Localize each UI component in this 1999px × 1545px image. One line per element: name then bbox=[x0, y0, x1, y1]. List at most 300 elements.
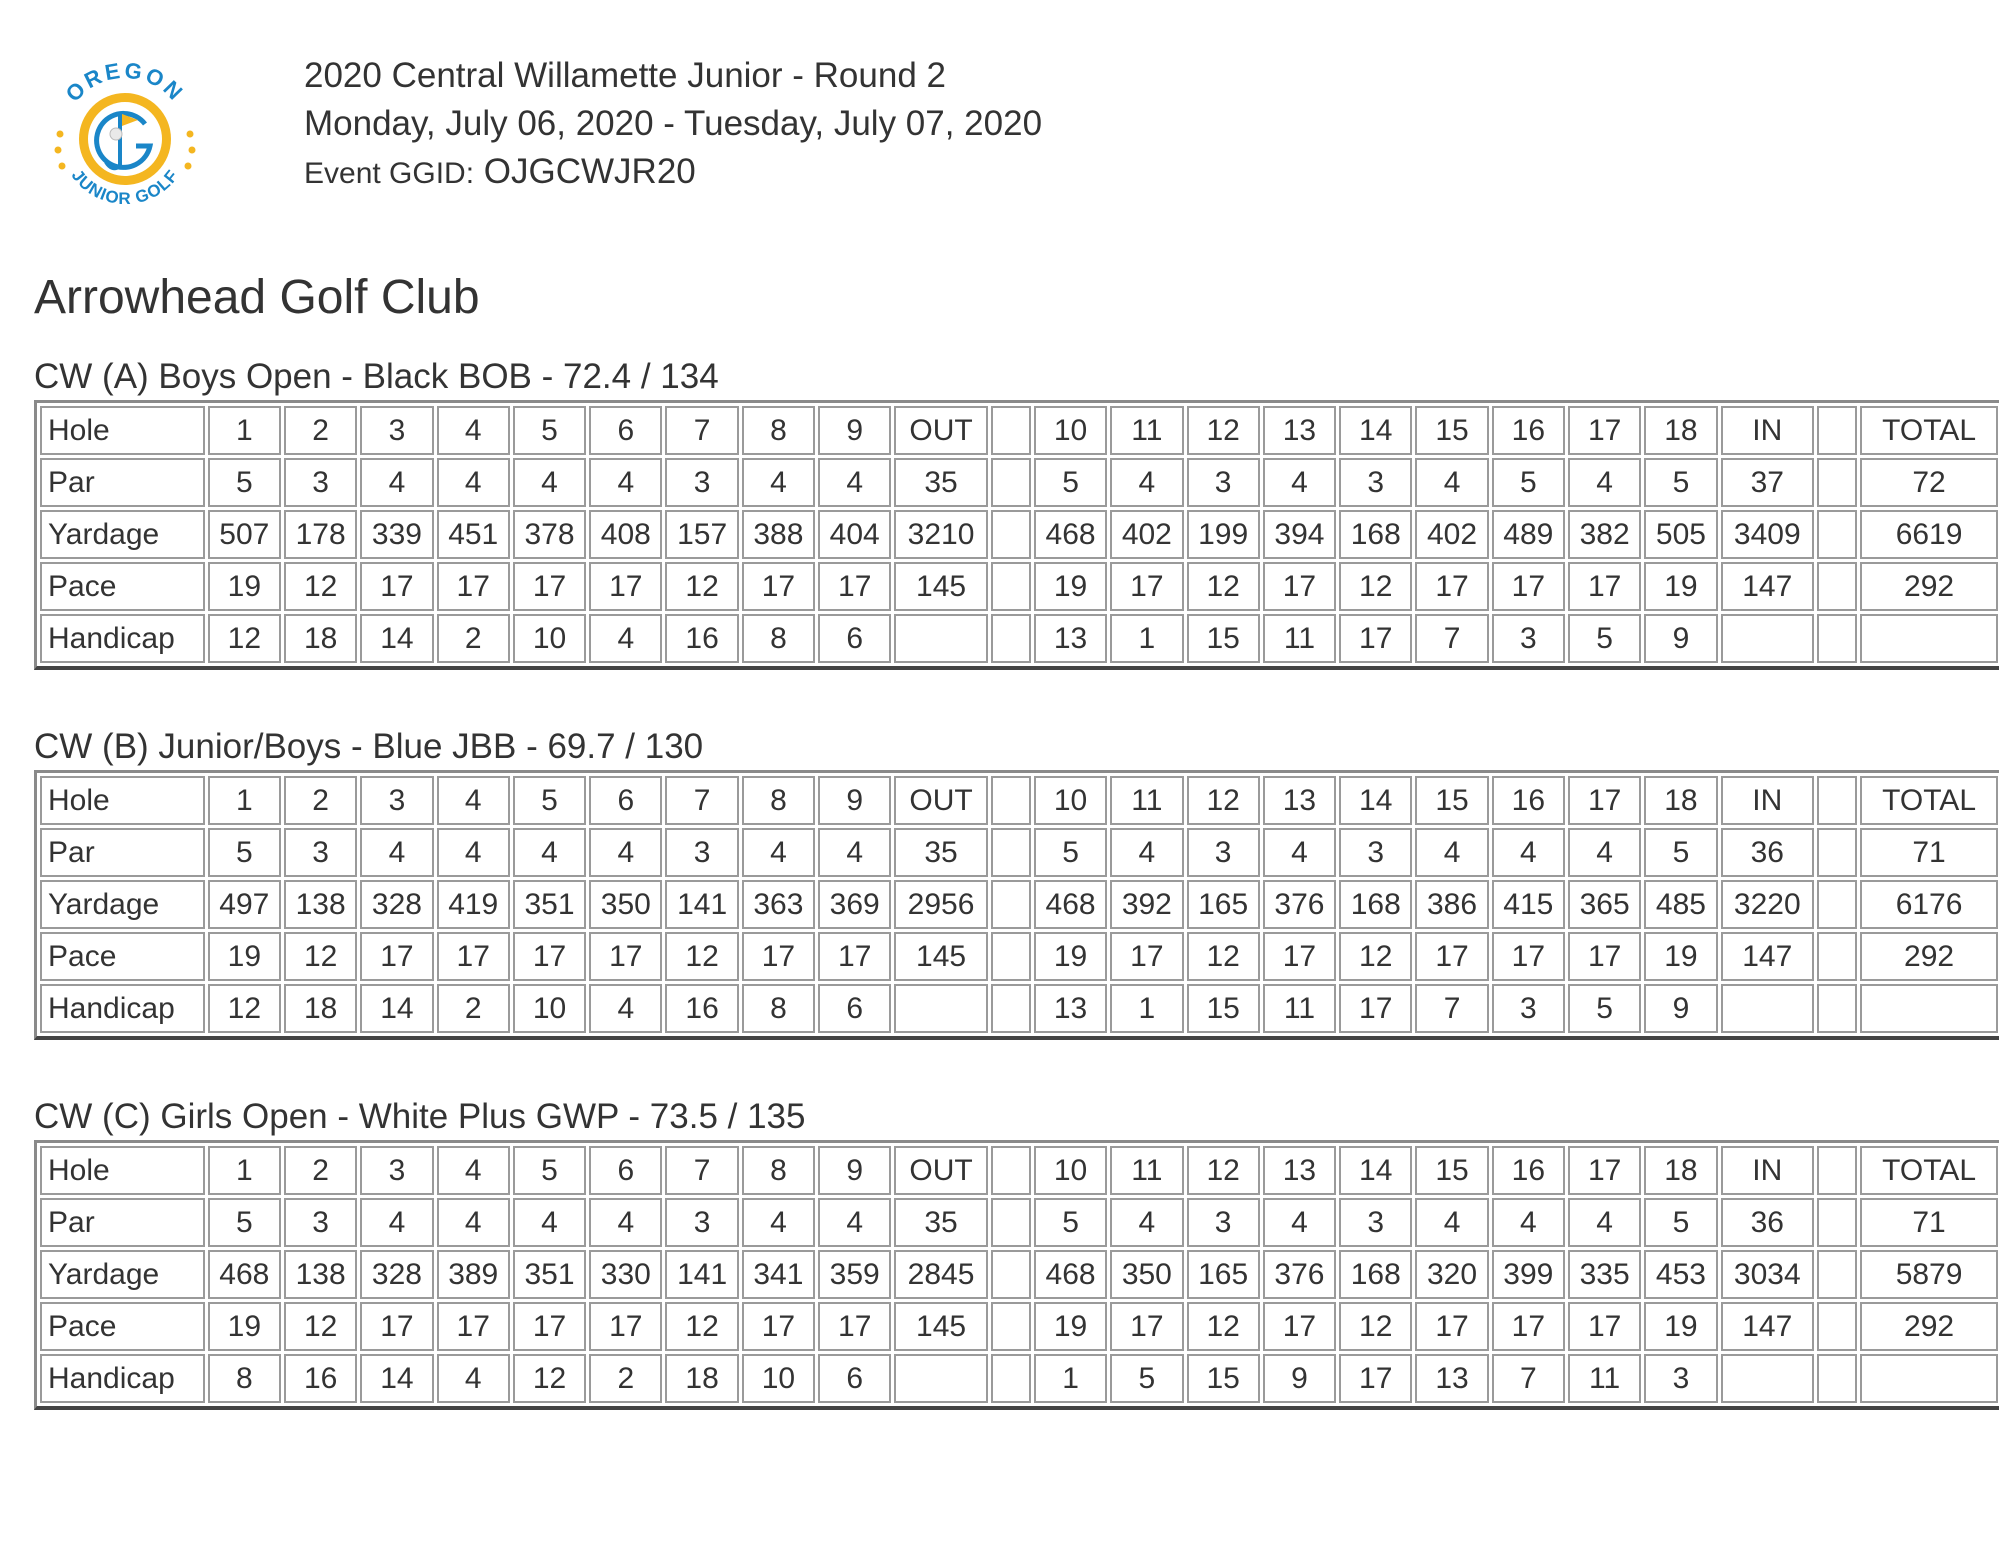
front-nine-cell: 2 bbox=[284, 406, 357, 455]
front-nine-cell: 6 bbox=[589, 406, 662, 455]
back-nine-cell: 5 bbox=[1034, 458, 1107, 507]
front-nine-cell: 2 bbox=[589, 1354, 662, 1403]
back-nine-cell: 3 bbox=[1492, 614, 1565, 663]
spacer-cell bbox=[1817, 1250, 1857, 1299]
back-nine-cell: 5 bbox=[1644, 1198, 1717, 1247]
back-nine-cell: 3 bbox=[1339, 828, 1412, 877]
back-nine-cell: 1 bbox=[1034, 1354, 1107, 1403]
in-total-cell: 3220 bbox=[1721, 880, 1814, 929]
front-nine-cell: 17 bbox=[589, 1302, 662, 1351]
back-nine-cell: 320 bbox=[1415, 1250, 1488, 1299]
tee-section bbox=[34, 1094, 1999, 1410]
front-nine-cell: 369 bbox=[818, 880, 891, 929]
back-nine-cell: 18 bbox=[1644, 406, 1717, 455]
grand-total-cell: 6619 bbox=[1860, 510, 1998, 559]
spacer-cell bbox=[1817, 1198, 1857, 1247]
back-nine-cell: 10 bbox=[1034, 406, 1107, 455]
spacer-cell bbox=[1817, 1302, 1857, 1351]
front-nine-cell: 5 bbox=[208, 458, 281, 507]
scorecard-table bbox=[34, 770, 1999, 1040]
grand-total-cell: 292 bbox=[1860, 562, 1998, 611]
back-nine-cell: 4 bbox=[1263, 1198, 1336, 1247]
back-nine-cell: 12 bbox=[1339, 562, 1412, 611]
back-nine-cell: 10 bbox=[1034, 1146, 1107, 1195]
spacer-cell bbox=[1817, 776, 1857, 825]
back-nine-cell: 19 bbox=[1644, 932, 1717, 981]
scorecard-row bbox=[40, 1302, 1998, 1351]
in-total-cell: 36 bbox=[1721, 828, 1814, 877]
front-nine-cell: 17 bbox=[360, 932, 433, 981]
front-nine-cell: 18 bbox=[284, 614, 357, 663]
front-nine-cell: 378 bbox=[513, 510, 586, 559]
scorecard-row bbox=[40, 984, 1998, 1033]
back-nine-cell: 13 bbox=[1034, 614, 1107, 663]
back-nine-cell: 5 bbox=[1644, 828, 1717, 877]
spacer-cell bbox=[991, 828, 1031, 877]
scorecard-row bbox=[40, 1146, 1998, 1195]
back-nine-cell: 168 bbox=[1339, 1250, 1412, 1299]
front-nine-cell: 3 bbox=[665, 1198, 738, 1247]
back-nine-cell: 9 bbox=[1644, 614, 1717, 663]
front-nine-cell: 17 bbox=[742, 562, 815, 611]
front-nine-cell: 4 bbox=[589, 614, 662, 663]
row-label: Pace bbox=[40, 562, 205, 611]
front-nine-cell: 18 bbox=[284, 984, 357, 1033]
back-nine-cell: 17 bbox=[1339, 1354, 1412, 1403]
in-total-cell: IN bbox=[1721, 776, 1814, 825]
out-total-cell: 145 bbox=[894, 932, 987, 981]
back-nine-cell: 13 bbox=[1415, 1354, 1488, 1403]
back-nine-cell: 17 bbox=[1568, 1302, 1641, 1351]
front-nine-cell: 328 bbox=[360, 880, 433, 929]
back-nine-cell: 12 bbox=[1339, 932, 1412, 981]
back-nine-cell: 17 bbox=[1339, 614, 1412, 663]
back-nine-cell: 17 bbox=[1110, 932, 1183, 981]
spacer-cell bbox=[991, 510, 1031, 559]
back-nine-cell: 17 bbox=[1568, 776, 1641, 825]
back-nine-cell: 4 bbox=[1568, 1198, 1641, 1247]
logo-top-text: OREGON bbox=[60, 57, 190, 107]
front-nine-cell: 9 bbox=[818, 406, 891, 455]
front-nine-cell: 3 bbox=[665, 458, 738, 507]
back-nine-cell: 17 bbox=[1568, 562, 1641, 611]
out-total-cell: 3210 bbox=[894, 510, 987, 559]
back-nine-cell: 19 bbox=[1644, 562, 1717, 611]
scorecard-row bbox=[40, 1354, 1998, 1403]
back-nine-cell: 14 bbox=[1339, 1146, 1412, 1195]
front-nine-cell: 4 bbox=[437, 458, 510, 507]
front-nine-cell: 388 bbox=[742, 510, 815, 559]
back-nine-cell: 14 bbox=[1339, 776, 1412, 825]
front-nine-cell: 17 bbox=[742, 1302, 815, 1351]
front-nine-cell: 6 bbox=[589, 776, 662, 825]
back-nine-cell: 13 bbox=[1263, 406, 1336, 455]
tee-title: CW (B) Junior/Boys - Blue JBB - 69.7 / 130 bbox=[34, 727, 704, 766]
front-nine-cell: 17 bbox=[818, 562, 891, 611]
back-nine-cell: 17 bbox=[1110, 1302, 1183, 1351]
back-nine-cell: 4 bbox=[1415, 828, 1488, 877]
back-nine-cell: 3 bbox=[1187, 1198, 1260, 1247]
grand-total-cell: 71 bbox=[1860, 1198, 1998, 1247]
front-nine-cell: 5 bbox=[208, 1198, 281, 1247]
front-nine-cell: 3 bbox=[360, 776, 433, 825]
grand-total-cell: 6176 bbox=[1860, 880, 1998, 929]
back-nine-cell: 12 bbox=[1187, 1146, 1260, 1195]
tee-section bbox=[34, 354, 1999, 670]
row-label: Yardage bbox=[40, 510, 205, 559]
in-total-cell: 37 bbox=[1721, 458, 1814, 507]
front-nine-cell: 351 bbox=[513, 1250, 586, 1299]
scorecard-row bbox=[40, 406, 1998, 455]
front-nine-cell: 5 bbox=[513, 776, 586, 825]
front-nine-cell: 8 bbox=[208, 1354, 281, 1403]
event-title: 2020 Central Willamette Junior - Round 2 bbox=[304, 56, 946, 95]
front-nine-cell: 17 bbox=[437, 932, 510, 981]
front-nine-cell: 14 bbox=[360, 1354, 433, 1403]
front-nine-cell: 9 bbox=[818, 1146, 891, 1195]
back-nine-cell: 4 bbox=[1568, 828, 1641, 877]
front-nine-cell: 12 bbox=[284, 932, 357, 981]
front-nine-cell: 2 bbox=[284, 776, 357, 825]
logo-bottom-text: JUNIOR GOLF bbox=[67, 165, 183, 209]
back-nine-cell: 3 bbox=[1339, 458, 1412, 507]
front-nine-cell: 507 bbox=[208, 510, 281, 559]
front-nine-cell: 4 bbox=[589, 828, 662, 877]
front-nine-cell: 8 bbox=[742, 776, 815, 825]
row-label: Par bbox=[40, 828, 205, 877]
front-nine-cell: 328 bbox=[360, 1250, 433, 1299]
scorecard-row bbox=[40, 828, 1998, 877]
back-nine-cell: 19 bbox=[1034, 932, 1107, 981]
back-nine-cell: 17 bbox=[1263, 1302, 1336, 1351]
front-nine-cell: 3 bbox=[284, 1198, 357, 1247]
back-nine-cell: 16 bbox=[1492, 776, 1565, 825]
front-nine-cell: 8 bbox=[742, 984, 815, 1033]
front-nine-cell: 7 bbox=[665, 776, 738, 825]
back-nine-cell: 3 bbox=[1187, 828, 1260, 877]
grand-total-cell: 292 bbox=[1860, 1302, 1998, 1351]
front-nine-cell: 141 bbox=[665, 880, 738, 929]
back-nine-cell: 4 bbox=[1110, 458, 1183, 507]
front-nine-cell: 157 bbox=[665, 510, 738, 559]
front-nine-cell: 1 bbox=[208, 1146, 281, 1195]
back-nine-cell: 350 bbox=[1110, 1250, 1183, 1299]
back-nine-cell: 19 bbox=[1034, 1302, 1107, 1351]
front-nine-cell: 12 bbox=[665, 562, 738, 611]
spacer-cell bbox=[991, 406, 1031, 455]
spacer-cell bbox=[991, 776, 1031, 825]
event-header bbox=[304, 52, 1042, 198]
front-nine-cell: 339 bbox=[360, 510, 433, 559]
front-nine-cell: 138 bbox=[284, 880, 357, 929]
front-nine-cell: 17 bbox=[513, 562, 586, 611]
back-nine-cell: 4 bbox=[1110, 1198, 1183, 1247]
tee-title: CW (A) Boys Open - Black BOB - 72.4 / 134 bbox=[34, 357, 719, 396]
back-nine-cell: 17 bbox=[1415, 1302, 1488, 1351]
front-nine-cell: 4 bbox=[818, 828, 891, 877]
back-nine-cell: 4 bbox=[1415, 458, 1488, 507]
front-nine-cell: 17 bbox=[818, 1302, 891, 1351]
spacer-cell bbox=[1817, 406, 1857, 455]
front-nine-cell: 330 bbox=[589, 1250, 662, 1299]
front-nine-cell: 1 bbox=[208, 776, 281, 825]
event-ggid bbox=[304, 148, 1042, 198]
front-nine-cell: 5 bbox=[513, 1146, 586, 1195]
back-nine-cell: 5 bbox=[1110, 1354, 1183, 1403]
out-total-cell bbox=[894, 984, 987, 1033]
front-nine-cell: 17 bbox=[513, 1302, 586, 1351]
back-nine-cell: 9 bbox=[1263, 1354, 1336, 1403]
scorecard-row bbox=[40, 458, 1998, 507]
back-nine-cell: 11 bbox=[1110, 1146, 1183, 1195]
front-nine-cell: 3 bbox=[360, 406, 433, 455]
front-nine-cell: 341 bbox=[742, 1250, 815, 1299]
back-nine-cell: 11 bbox=[1110, 776, 1183, 825]
front-nine-cell: 17 bbox=[513, 932, 586, 981]
back-nine-cell: 17 bbox=[1263, 562, 1336, 611]
scorecard-row bbox=[40, 510, 1998, 559]
back-nine-cell: 15 bbox=[1187, 1354, 1260, 1403]
spacer-cell bbox=[1817, 932, 1857, 981]
in-total-cell bbox=[1721, 1354, 1814, 1403]
row-label: Handicap bbox=[40, 614, 205, 663]
grand-total-cell bbox=[1860, 984, 1998, 1033]
in-total-cell: 36 bbox=[1721, 1198, 1814, 1247]
spacer-cell bbox=[991, 984, 1031, 1033]
front-nine-cell: 12 bbox=[665, 932, 738, 981]
spacer-cell bbox=[991, 1302, 1031, 1351]
front-nine-cell: 389 bbox=[437, 1250, 510, 1299]
grand-total-cell: TOTAL bbox=[1860, 406, 1998, 455]
front-nine-cell: 497 bbox=[208, 880, 281, 929]
grand-total-cell: 71 bbox=[1860, 828, 1998, 877]
in-total-cell: 147 bbox=[1721, 562, 1814, 611]
back-nine-cell: 16 bbox=[1492, 406, 1565, 455]
out-total-cell: OUT bbox=[894, 776, 987, 825]
back-nine-cell: 18 bbox=[1644, 776, 1717, 825]
back-nine-cell: 12 bbox=[1187, 406, 1260, 455]
front-nine-cell: 8 bbox=[742, 1146, 815, 1195]
back-nine-cell: 376 bbox=[1263, 1250, 1336, 1299]
back-nine-cell: 1 bbox=[1110, 614, 1183, 663]
row-label: Handicap bbox=[40, 984, 205, 1033]
grand-total-cell bbox=[1860, 1354, 1998, 1403]
back-nine-cell: 7 bbox=[1492, 1354, 1565, 1403]
front-nine-cell: 4 bbox=[360, 828, 433, 877]
front-nine-cell: 6 bbox=[818, 984, 891, 1033]
front-nine-cell: 12 bbox=[284, 562, 357, 611]
back-nine-cell: 468 bbox=[1034, 1250, 1107, 1299]
oregon-junior-golf-logo bbox=[40, 54, 210, 224]
spacer-cell bbox=[991, 932, 1031, 981]
back-nine-cell: 3 bbox=[1492, 984, 1565, 1033]
front-nine-cell: 10 bbox=[742, 1354, 815, 1403]
back-nine-cell: 19 bbox=[1034, 562, 1107, 611]
front-nine-cell: 17 bbox=[589, 932, 662, 981]
out-total-cell: 35 bbox=[894, 828, 987, 877]
front-nine-cell: 4 bbox=[437, 776, 510, 825]
back-nine-cell: 386 bbox=[1415, 880, 1488, 929]
front-nine-cell: 363 bbox=[742, 880, 815, 929]
back-nine-cell: 165 bbox=[1187, 1250, 1260, 1299]
row-label: Pace bbox=[40, 932, 205, 981]
back-nine-cell: 15 bbox=[1187, 984, 1260, 1033]
back-nine-cell: 17 bbox=[1492, 932, 1565, 981]
event-ggid-label: Event GGID: bbox=[304, 157, 475, 190]
front-nine-cell: 4 bbox=[513, 458, 586, 507]
back-nine-cell: 17 bbox=[1568, 406, 1641, 455]
front-nine-cell: 4 bbox=[437, 406, 510, 455]
front-nine-cell: 12 bbox=[513, 1354, 586, 1403]
front-nine-cell: 17 bbox=[742, 932, 815, 981]
back-nine-cell: 505 bbox=[1644, 510, 1717, 559]
front-nine-cell: 17 bbox=[437, 562, 510, 611]
front-nine-cell: 4 bbox=[437, 1198, 510, 1247]
grand-total-cell: 5879 bbox=[1860, 1250, 1998, 1299]
front-nine-cell: 17 bbox=[360, 562, 433, 611]
back-nine-cell: 13 bbox=[1034, 984, 1107, 1033]
back-nine-cell: 399 bbox=[1492, 1250, 1565, 1299]
spacer-cell bbox=[1817, 458, 1857, 507]
front-nine-cell: 16 bbox=[284, 1354, 357, 1403]
row-label: Hole bbox=[40, 1146, 205, 1195]
front-nine-cell: 5 bbox=[208, 828, 281, 877]
spacer-cell bbox=[1817, 1354, 1857, 1403]
front-nine-cell: 19 bbox=[208, 562, 281, 611]
spacer-cell bbox=[1817, 614, 1857, 663]
back-nine-cell: 13 bbox=[1263, 776, 1336, 825]
front-nine-cell: 4 bbox=[437, 1146, 510, 1195]
back-nine-cell: 11 bbox=[1263, 984, 1336, 1033]
front-nine-cell: 4 bbox=[437, 828, 510, 877]
out-total-cell bbox=[894, 1354, 987, 1403]
front-nine-cell: 351 bbox=[513, 880, 586, 929]
back-nine-cell: 415 bbox=[1492, 880, 1565, 929]
front-nine-cell: 3 bbox=[665, 828, 738, 877]
in-total-cell bbox=[1721, 984, 1814, 1033]
tee-title: CW (C) Girls Open - White Plus GWP - 73.5 / 135 bbox=[34, 1097, 806, 1136]
front-nine-cell: 5 bbox=[513, 406, 586, 455]
front-nine-cell: 8 bbox=[742, 406, 815, 455]
in-total-cell: IN bbox=[1721, 406, 1814, 455]
front-nine-cell: 3 bbox=[284, 828, 357, 877]
front-nine-cell: 350 bbox=[589, 880, 662, 929]
front-nine-cell: 138 bbox=[284, 1250, 357, 1299]
front-nine-cell: 19 bbox=[208, 932, 281, 981]
front-nine-cell: 14 bbox=[360, 984, 433, 1033]
back-nine-cell: 12 bbox=[1187, 562, 1260, 611]
front-nine-cell: 4 bbox=[742, 828, 815, 877]
spacer-cell bbox=[1817, 510, 1857, 559]
back-nine-cell: 485 bbox=[1644, 880, 1717, 929]
out-total-cell: 145 bbox=[894, 1302, 987, 1351]
front-nine-cell: 16 bbox=[665, 984, 738, 1033]
event-ggid-value: OJGCWJR20 bbox=[483, 152, 696, 191]
back-nine-cell: 7 bbox=[1415, 614, 1488, 663]
scorecard-row bbox=[40, 562, 1998, 611]
out-total-cell: OUT bbox=[894, 406, 987, 455]
grand-total-cell: 72 bbox=[1860, 458, 1998, 507]
spacer-cell bbox=[991, 880, 1031, 929]
back-nine-cell: 11 bbox=[1263, 614, 1336, 663]
spacer-cell bbox=[991, 1146, 1031, 1195]
front-nine-cell: 4 bbox=[742, 1198, 815, 1247]
spacer-cell bbox=[1817, 880, 1857, 929]
back-nine-cell: 394 bbox=[1263, 510, 1336, 559]
front-nine-cell: 17 bbox=[818, 932, 891, 981]
scorecard-row bbox=[40, 932, 1998, 981]
back-nine-cell: 5 bbox=[1492, 458, 1565, 507]
back-nine-cell: 402 bbox=[1415, 510, 1488, 559]
row-label: Hole bbox=[40, 776, 205, 825]
grand-total-cell: TOTAL bbox=[1860, 776, 1998, 825]
back-nine-cell: 11 bbox=[1110, 406, 1183, 455]
back-nine-cell: 17 bbox=[1492, 1302, 1565, 1351]
back-nine-cell: 392 bbox=[1110, 880, 1183, 929]
front-nine-cell: 4 bbox=[589, 984, 662, 1033]
row-label: Yardage bbox=[40, 880, 205, 929]
row-label: Hole bbox=[40, 406, 205, 455]
front-nine-cell: 2 bbox=[284, 1146, 357, 1195]
back-nine-cell: 17 bbox=[1568, 932, 1641, 981]
back-nine-cell: 14 bbox=[1339, 406, 1412, 455]
back-nine-cell: 4 bbox=[1263, 458, 1336, 507]
back-nine-cell: 15 bbox=[1187, 614, 1260, 663]
back-nine-cell: 5 bbox=[1644, 458, 1717, 507]
back-nine-cell: 7 bbox=[1415, 984, 1488, 1033]
back-nine-cell: 9 bbox=[1644, 984, 1717, 1033]
scorecard-row bbox=[40, 776, 1998, 825]
in-total-cell: 3409 bbox=[1721, 510, 1814, 559]
front-nine-cell: 6 bbox=[818, 614, 891, 663]
front-nine-cell: 2 bbox=[437, 614, 510, 663]
front-nine-cell: 359 bbox=[818, 1250, 891, 1299]
front-nine-cell: 17 bbox=[360, 1302, 433, 1351]
back-nine-cell: 5 bbox=[1568, 614, 1641, 663]
back-nine-cell: 489 bbox=[1492, 510, 1565, 559]
in-total-cell bbox=[1721, 614, 1814, 663]
back-nine-cell: 468 bbox=[1034, 880, 1107, 929]
front-nine-cell: 8 bbox=[742, 614, 815, 663]
front-nine-cell: 419 bbox=[437, 880, 510, 929]
back-nine-cell: 11 bbox=[1568, 1354, 1641, 1403]
scorecard-row bbox=[40, 1198, 1998, 1247]
spacer-cell bbox=[991, 1250, 1031, 1299]
scorecard-table bbox=[34, 400, 1999, 670]
back-nine-cell: 17 bbox=[1415, 562, 1488, 611]
back-nine-cell: 468 bbox=[1034, 510, 1107, 559]
front-nine-cell: 6 bbox=[589, 1146, 662, 1195]
row-label: Handicap bbox=[40, 1354, 205, 1403]
back-nine-cell: 15 bbox=[1415, 1146, 1488, 1195]
back-nine-cell: 17 bbox=[1568, 1146, 1641, 1195]
spacer-cell bbox=[1817, 828, 1857, 877]
out-total-cell: 35 bbox=[894, 458, 987, 507]
front-nine-cell: 468 bbox=[208, 1250, 281, 1299]
back-nine-cell: 18 bbox=[1644, 1146, 1717, 1195]
front-nine-cell: 4 bbox=[818, 1198, 891, 1247]
scorecard-row bbox=[40, 614, 1998, 663]
back-nine-cell: 4 bbox=[1415, 1198, 1488, 1247]
back-nine-cell: 15 bbox=[1415, 406, 1488, 455]
front-nine-cell: 4 bbox=[437, 1354, 510, 1403]
grand-total-cell: 292 bbox=[1860, 932, 1998, 981]
spacer-cell bbox=[991, 458, 1031, 507]
out-total-cell: 2845 bbox=[894, 1250, 987, 1299]
back-nine-cell: 19 bbox=[1644, 1302, 1717, 1351]
back-nine-cell: 365 bbox=[1568, 880, 1641, 929]
front-nine-cell: 17 bbox=[589, 562, 662, 611]
